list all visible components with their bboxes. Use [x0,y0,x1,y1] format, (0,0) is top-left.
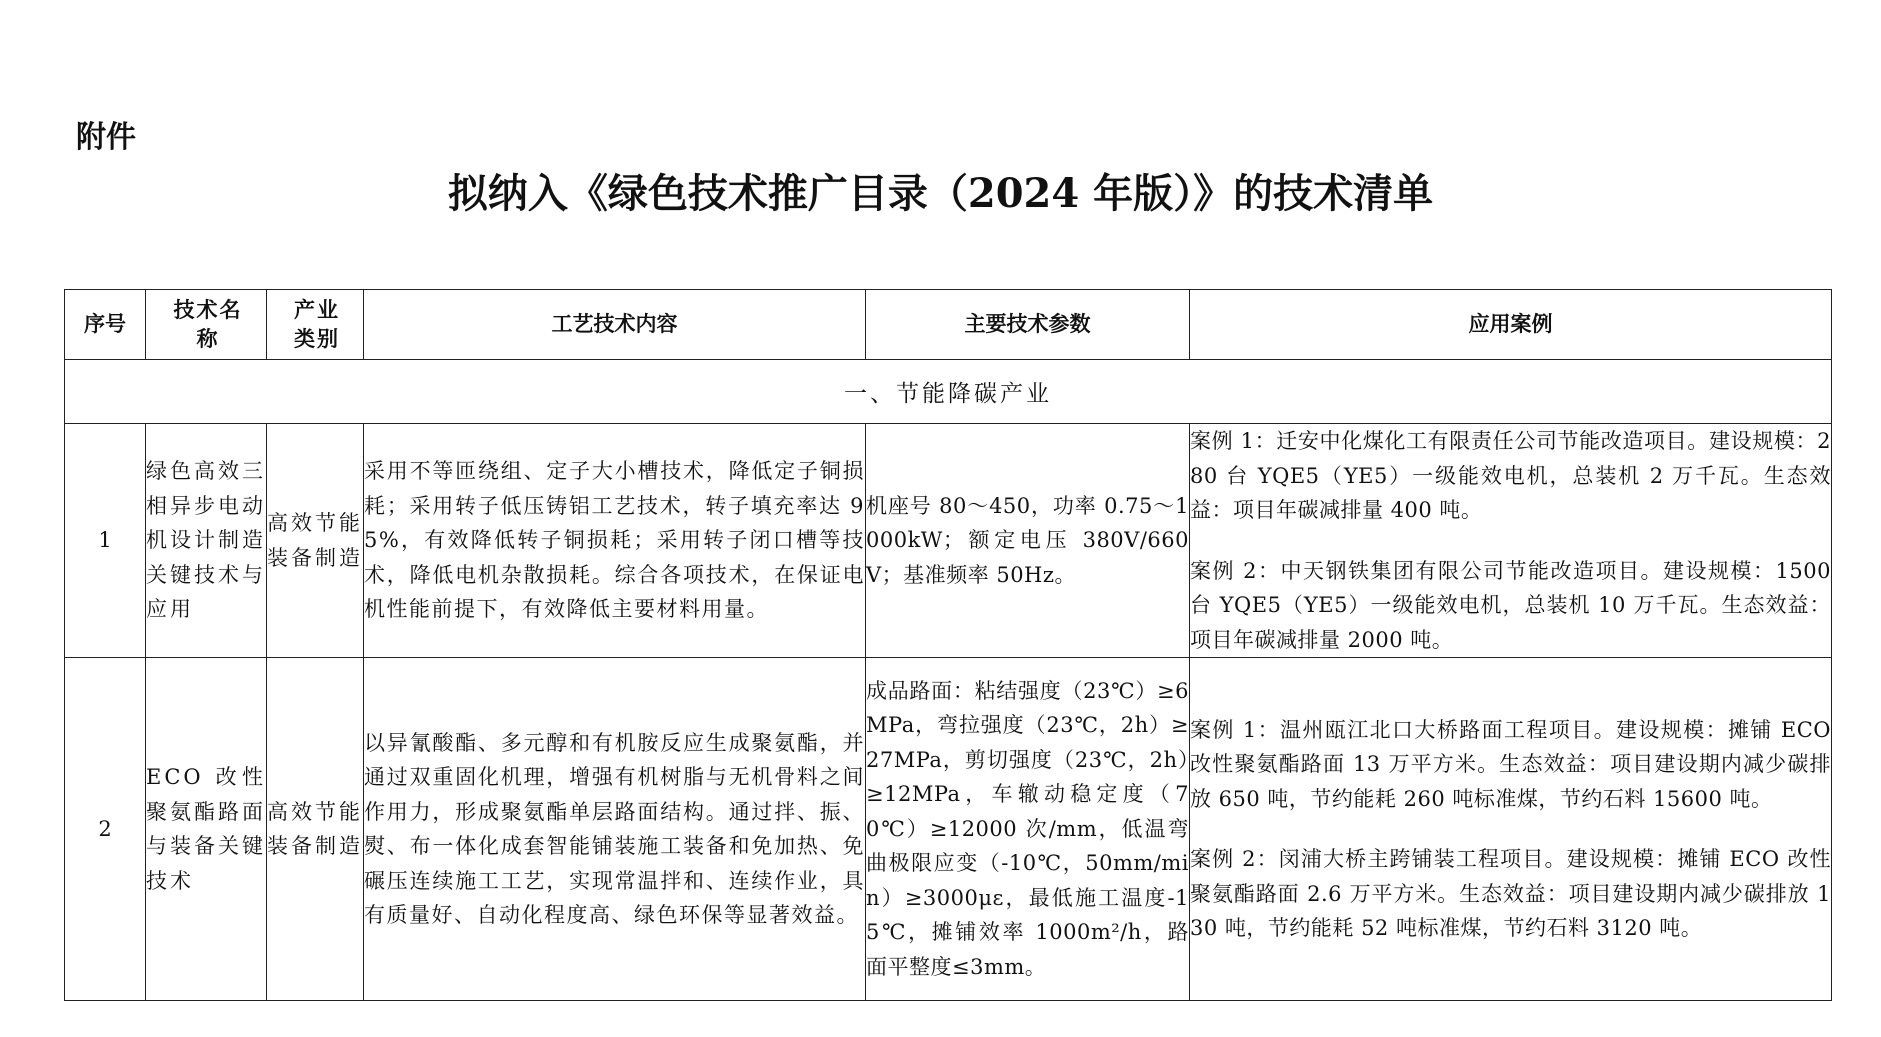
row-category: 高效节能装备制造 [267,424,364,658]
row-tech-name: ECO 改性聚氨酯路面与装备关键技术 [146,658,267,1001]
table-header-row [65,290,1832,360]
technology-list-table [64,289,1832,1001]
case-2: 案例 2：中天钢铁集团有限公司节能改造项目。建设规模：1500 台 YQE5（YE5）一级能效电机，总装机 10 万千瓦。生态效益：项目年碳减排量 2000 吨。 [1190,558,1831,652]
row-seq: 2 [65,658,146,1001]
table-row [65,658,1832,1001]
document-title: 拟纳入《绿色技术推广目录（2024 年版）》的技术清单 [447,170,1434,217]
case-spacer [1190,816,1831,842]
row-process: 采用不等匝绕组、定子大小槽技术，降低定子铜损耗；采用转子低压铸铝工艺技术，转子填充率达 95%，有效降低转子铜损耗；采用转子闭口槽等技术，降低电机杂散损耗。综合各项技术，在保证电机性能前提下，有效降低主要材料用量。 [364,424,866,658]
column-header-process: 工艺技术内容 [364,290,866,360]
section-row [65,360,1832,424]
row-cases [1190,658,1832,1001]
row-params: 机座号 80～450，功率 0.75～1000kW；额定电压 380V/660V；基准频率 50Hz。 [866,424,1190,658]
attachment-label: 附件 [76,120,136,155]
row-category: 高效节能装备制造 [267,658,364,1001]
row-params: 成品路面：粘结强度（23℃）≥6MPa，弯拉强度（23℃，2h）≥27MPa，剪切强度（23℃，2h）≥12MPa，车辙动稳定度（70℃）≥12000 次/mm，低温弯曲极限应变（-10℃，50mm/min）≥3000με，最低施工温度-15℃，摊铺效率 1000m²/h，路面平整度≤3mm。 [866,658,1190,1001]
case-spacer [1190,528,1831,554]
row-process: 以异氰酸酯、多元醇和有机胺反应生成聚氨酯，并通过双重固化机理，增强有机树脂与无机骨料之间作用力，形成聚氨酯单层路面结构。通过拌、振、熨、布一体化成套智能铺装施工装备和免加热、免碾压连续施工工艺，实现常温拌和、连续作业，具有质量好、自动化程度高、绿色环保等显著效益。 [364,658,866,1001]
column-header-seq: 序号 [65,290,146,360]
column-header-category: 产业类别 [267,290,364,360]
case-1: 案例 1：迁安中化煤化工有限责任公司节能改造项目。建设规模：280 台 YQE5（YE5）一级能效电机，总装机 2 万千瓦。生态效益：项目年碳减排量 400 吨。 [1190,429,1831,522]
column-header-params: 主要技术参数 [866,290,1190,360]
row-seq: 1 [65,424,146,658]
table-row [65,424,1832,658]
row-tech-name: 绿色高效三相异步电动机设计制造关键技术与应用 [146,424,267,658]
row-cases [1190,424,1832,658]
case-1: 案例 1：温州瓯江北口大桥路面工程项目。建设规模：摊铺 ECO 改性聚氨酯路面 13 万平方米。生态效益：项目建设期内减少碳排放 650 吨，节约能耗 260 吨标准煤，节约石料 15600 吨。 [1190,717,1831,811]
column-header-cases: 应用案例 [1190,290,1832,360]
section-title: 一、节能降碳产业 [65,360,1832,424]
case-2: 案例 2：闵浦大桥主跨铺装工程项目。建设规模：摊铺 ECO 改性聚氨酯路面 2.6 万平方米。生态效益：项目建设期内减少碳排放 130 吨，节约能耗 52 吨标准煤，节约石料 3120 吨。 [1190,847,1831,940]
column-header-name: 技术名称 [146,290,267,360]
